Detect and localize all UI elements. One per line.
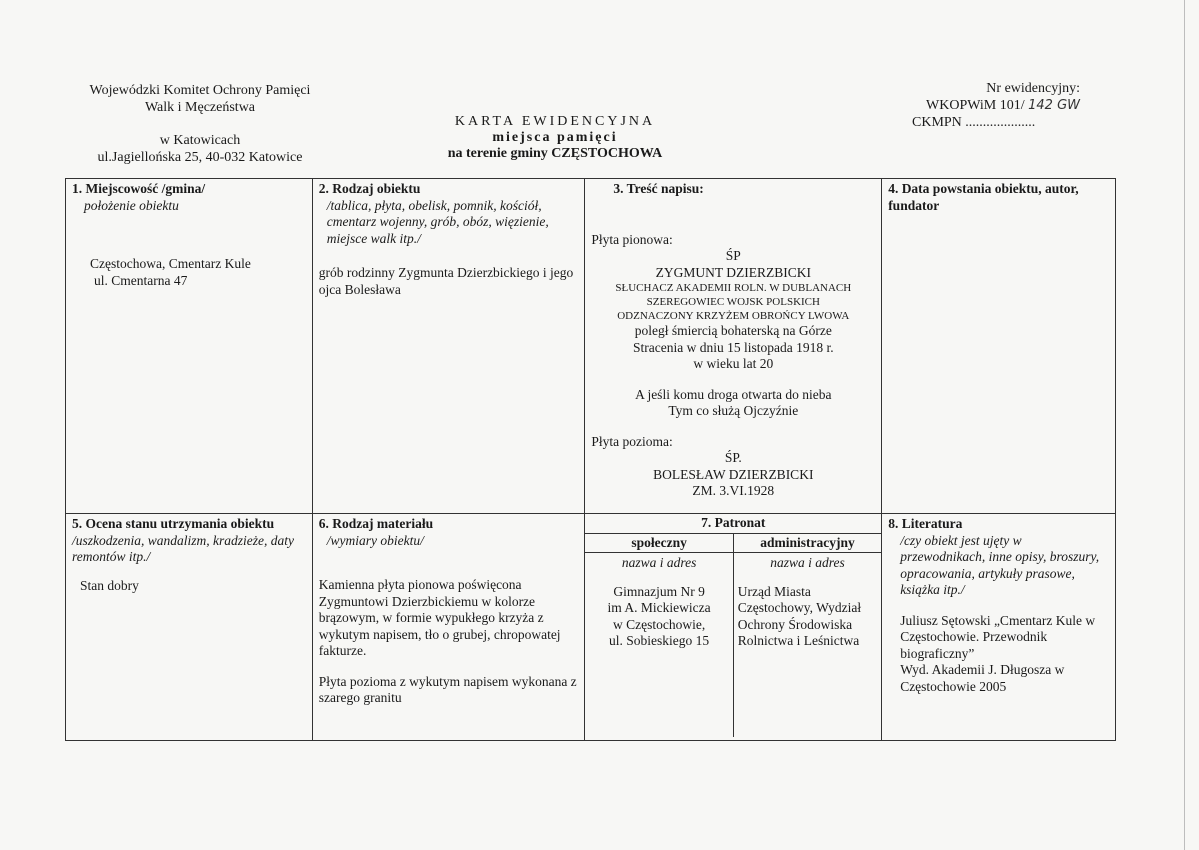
plate1-inscription: ŚP ZYGMUNT DZIERZBICKI SŁUCHACZ AKADEMII ROLN. W DUBLANACH SZEREGOWIEC WOJSK POLSKICH ODZNACZONY KRZYŻEM OBROŃCY LWOWA poległ śmiercią bohaterską na Górze Stracenia w dniu 15 listopada 1918 r. w wieku lat 20 A jeśli komu droga otwarta do nieba Tym co służą Ojczyźnie — [615, 248, 852, 418]
section-subtitle: /wymiary obiektu/ — [326, 532, 424, 548]
plate1-label: Płyta pionowa: — [591, 231, 673, 247]
section-title: 4. Data powstania obiektu, autor, fundator — [888, 181, 1079, 213]
object-type-value: grób rodzinny Zygmunta Dzierzbickiego i jego ojca Bolesława — [318, 265, 574, 297]
record-card-table — [65, 178, 1116, 741]
section-title: 3. Treść napisu: — [613, 181, 704, 196]
patronage-administrative: administracyjny nazwa i adres Urząd Miasta Częstochowy, Wydział Ochrony Środowiska Rolnictwa i Leśnictwa — [733, 534, 881, 737]
section-title: 1. Miejscowość /gmina/ — [72, 181, 206, 196]
section-title: 5. Ocena stanu utrzymania obiektu — [72, 516, 275, 531]
title-line: KARTA EWIDENCYJNA — [454, 114, 656, 129]
literature-value: Wyd. Akademii J. Długosza w Częstochowie 2005 — [900, 662, 1065, 694]
section-title: 6. Rodzaj materiału — [318, 516, 434, 531]
registry-handwritten: 142 GW — [1028, 98, 1080, 113]
section-subtitle: /czy obiekt jest ujęty w przewodnikach, inne opisy, broszury, opracowania, artykuły prasowe, książka itp./ — [900, 532, 1100, 597]
cell-literature — [882, 514, 1116, 741]
cell-location — [66, 179, 313, 514]
section-title: 2. Rodzaj obiektu — [318, 181, 421, 196]
section-title: 7. Patronat — [585, 514, 881, 534]
org-city: w Katowicach — [159, 133, 241, 148]
document-title — [400, 114, 710, 162]
cell-object-type — [312, 179, 585, 514]
cell-material — [312, 514, 585, 741]
cell-patronage — [585, 514, 882, 741]
material-value: Płyta pozioma z wykutym napisem wykonana z szarego granitu — [318, 673, 577, 705]
condition-value: Stan dobry — [80, 577, 139, 593]
org-line: Walk i Męczeństwa — [144, 100, 256, 115]
cell-creation-date — [882, 179, 1116, 514]
material-value: Kamienna płyta pionowa poświęcona Zygmuntowi Dzierzbickiemu w kolorze brązowym, w formie wypukłego krzyża z wykutym napisem, tło o grubej, chropowatej fakturze. — [318, 577, 561, 658]
section-title: 8. Literatura — [888, 516, 963, 531]
title-line: na terenie gminy CZĘSTOCHOWA — [447, 146, 663, 161]
registry-ckmpn: CKMPN .................... — [912, 115, 1036, 130]
location-value: Częstochowa, Cmentarz Kule ul. Cmentarna 47 — [90, 256, 251, 288]
section-subtitle: /tablica, płyta, obelisk, pomnik, kościół, cmentarz wojenny, grób, obóz, więzienie, miejsce walk itp./ — [326, 197, 549, 246]
section-subtitle: /uszkodzenia, wandalizm, kradzieże, daty remontów itp./ — [72, 532, 294, 564]
registry-number — [900, 80, 1080, 131]
org-address: ul.Jagiellońska 25, 40-032 Katowice — [97, 150, 303, 165]
registry-value — [900, 97, 1080, 114]
plate2-inscription: ŚP. BOLESŁAW DZIERZBICKI ZM. 3.VI.1928 — [653, 450, 814, 498]
literature-value: Juliusz Sętowski „Cmentarz Kule w Częstochowie. Przewodnik biograficzny” — [900, 612, 1096, 661]
section-subtitle: położenie obiektu — [84, 197, 179, 213]
title-line: miejsca pamięci — [492, 130, 618, 145]
patronage-social: społeczny nazwa i adres Gimnazjum Nr 9 im A. Mickiewicza w Częstochowie, ul. Sobieskiego 15 — [585, 534, 732, 737]
organization-header — [80, 82, 320, 166]
org-line: Wojewódzki Komitet Ochrony Pamięci — [89, 83, 311, 98]
cell-condition — [66, 514, 313, 741]
registry-prefix: WKOPWiM 101/ — [926, 98, 1025, 113]
page-edge — [1184, 0, 1185, 850]
registry-label: Nr ewidencyjny: — [986, 81, 1080, 96]
plate2-label: Płyta pozioma: — [591, 433, 673, 449]
cell-inscription — [585, 179, 882, 514]
